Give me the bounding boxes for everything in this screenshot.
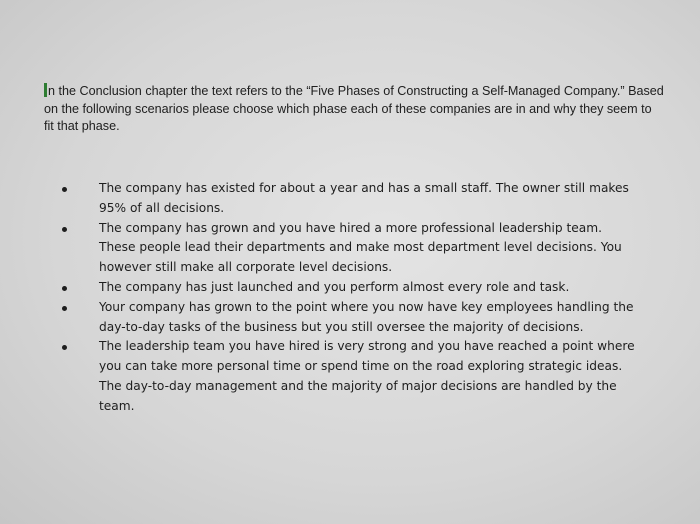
scenario-item xyxy=(62,298,642,338)
bullet-icon xyxy=(62,227,67,232)
scenario-text: Your company has grown to the point where you now have key employees handling the day-to-day tasks of the business but you still oversee the majority of decisions. xyxy=(99,299,634,334)
bullet-icon xyxy=(62,187,67,192)
scenario-item xyxy=(62,219,642,278)
scenario-text: The leadership team you have hired is very strong and you have reached a point where you can take more personal time or spend time on the road exploring strategic ideas. The day-to-day management and the majority of major decisions are handled by the team. xyxy=(99,339,635,413)
bullet-icon xyxy=(62,345,67,350)
bullet-icon xyxy=(62,286,67,291)
scenario-item xyxy=(62,337,642,416)
scenario-item xyxy=(62,278,642,298)
scenario-list xyxy=(62,179,642,417)
scenario-text: The company has existed for about a year and has a small staff. The owner still makes 95% of all decisions. xyxy=(99,181,629,215)
bullet-icon xyxy=(62,306,67,311)
scenario-item xyxy=(62,179,642,219)
intro-text: n the Conclusion chapter the text refers to the “Five Phases of Constructing a Self-Managed Company.” Based on the following scenarios please choose which phase each of these companies are in and why they seem to fit that phase. xyxy=(44,84,664,133)
intro-paragraph xyxy=(44,83,664,136)
text-cursor-icon xyxy=(44,83,47,97)
scenario-text: The company has just launched and you perform almost every role and task. xyxy=(99,279,570,294)
scenario-text: The company has grown and you have hired a more professional leadership team. These people lead their departments and make most department level decisions. You however still make all corporate level decisions. xyxy=(99,220,622,275)
